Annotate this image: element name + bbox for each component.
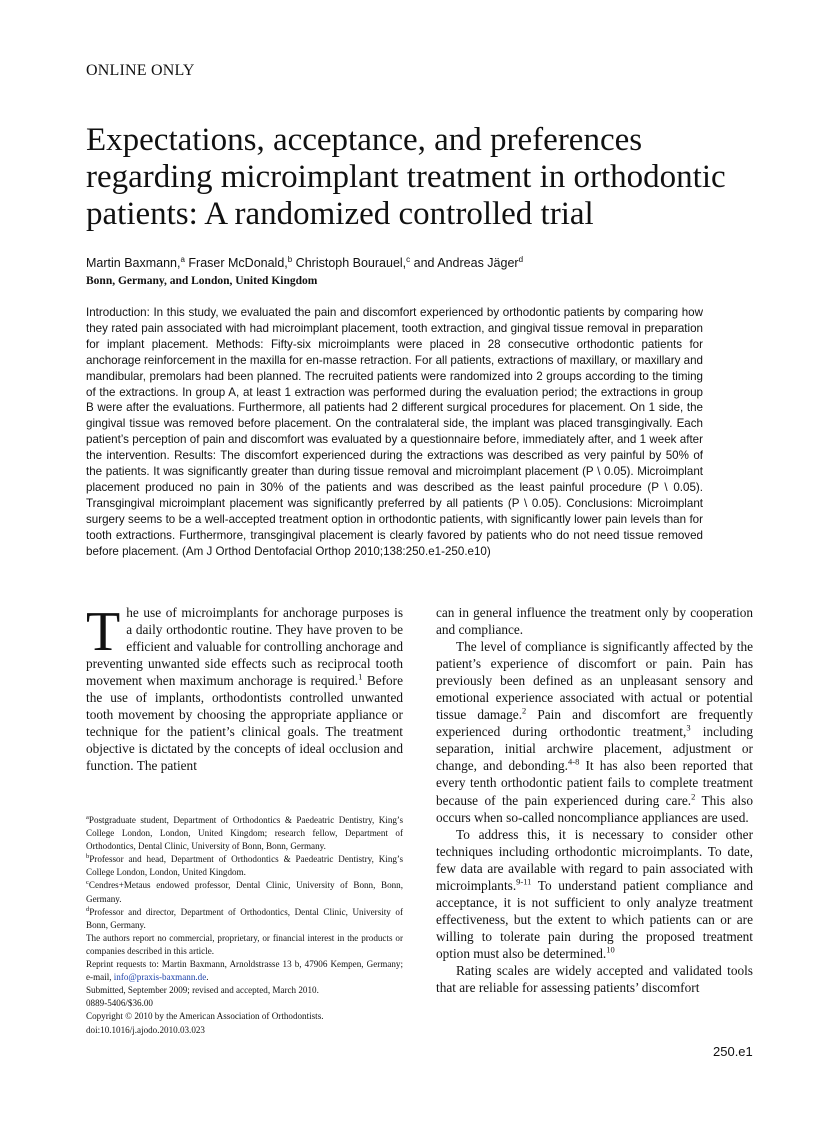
copyright: Copyright © 2010 by the American Association of Orthodontists. — [86, 1011, 324, 1022]
body-text: Before the use of implants, orthodontists controlled unwanted tooth movement by choosing the appropriate appliance or technique for the patient’s clinical goals. The treatment objective is dictated by the concepts of ideal occlusion and function. The patient — [86, 673, 403, 774]
author-name: Fraser McDonald, — [184, 256, 288, 270]
disclosure-statement: The authors report no commercial, proprietary, or financial interest in the products or companies described in this article. — [86, 932, 403, 956]
author-affiliation-mark: b — [287, 254, 293, 264]
body-column-right — [436, 604, 753, 996]
citation-ref: 2 — [522, 705, 527, 716]
body-paragraph: Rating scales are widely accepted and validated tools that are reliable for assessing patients’ discomfort — [436, 962, 753, 996]
citation-ref: 4-8 — [567, 757, 580, 767]
footnote-a — [86, 814, 403, 853]
footnote-b — [86, 853, 403, 879]
body-text: Pain and discomfort are frequently experienced during orthodontic treatment, — [436, 707, 753, 740]
body-paragraph — [436, 826, 753, 962]
reprint-text-end: . — [206, 972, 209, 983]
citation-ref: 1 — [358, 671, 363, 682]
reprint-text: Reprint requests to: Martin Baxmann, Arnoldstrasse 13 b, 47906 Kempen, Germany; e-mail, — [86, 959, 403, 983]
author-affiliation: Bonn, Germany, and London, United Kingdom — [86, 275, 318, 287]
footnote-text: Cendres+Metaus endowed professor, Dental Clinic, University of Bonn, Bonn, Germany. — [86, 880, 403, 904]
body-paragraph — [436, 638, 753, 826]
citation-ref: 2 — [691, 791, 696, 802]
abstract: Introduction: In this study, we evaluated the pain and discomfort experienced by orthodontic patients by comparing how they rated pain associated with had microimplant placement, tooth extraction, and gingival tissue removal in preparation for implant placement. Methods: Fifty-six microimplants were placed in 28 consecutive orthodontic patients for anchorage reinforcement in the maxilla for en-masse retraction. For all patients, extractions of maxillary, or maxillary and mandibular, premolars had been planned. The recruited patients were randomized into 2 groups according to the timing of the extractions. In group A, at least 1 extraction was performed during the evaluation period; the extractions in group B were after the evaluations. Furthermore, all patients had 2 different surgical procedures for placement. On 1 side, the gingival tissue was removed before placement. On the contralateral side, the implant was placed transgingivally. Each patient’s perception of pain and discomfort was evaluated by a questionnaire before, immediately after, and 1 week after the intervention. Results: The discomfort experienced during the extractions was described as very painful by 50% of the patients. It was significantly greater than during tissue removal and microimplant placement (P \ 0.05). Microimplant placement produced no pain in 30% of the patients and was described as the least painful procedure (P \ 0.05). Transgingival microimplant placement was significantly preferred by all patients (P \ 0.05). Conclusions: Microimplant surgery seems to be a well-accepted treatment option in orthodontic patients, with significantly lower pain levels than for tooth extractions. Furthermore, transgingival placement is clearly favored by patients who do not need tissue removed before placement. (Am J Orthod Dentofacial Orthop 2010;138:250.e1-250.e10) — [86, 306, 703, 558]
footnotes — [86, 814, 403, 1037]
footnote-mark: d — [86, 905, 90, 913]
footnote-mark: c — [86, 879, 89, 887]
footnote-d — [86, 906, 403, 932]
author-list — [86, 256, 523, 270]
body-paragraph — [86, 601, 403, 774]
author-affiliation-mark: d — [518, 254, 524, 264]
email-link[interactable]: info@praxis-baxmann.de — [113, 972, 207, 983]
citation-ref: 9-11 — [516, 876, 532, 887]
body-text: To understand patient compliance and acceptance, it is not sufficient to only analyze treatment effectiveness, but the extent to which patients can or are willing to tolerate pain during the proposed treatment option must also be determined. — [436, 877, 753, 961]
author-name: Martin Baxmann, — [86, 256, 181, 270]
citation-ref: 3 — [686, 722, 691, 733]
author-affiliation-mark: c — [406, 254, 411, 264]
page-number: 250.e1 — [713, 1044, 753, 1059]
section-label: ONLINE ONLY — [86, 62, 195, 79]
author-affiliation-mark: a — [180, 254, 185, 264]
body-column-left — [86, 601, 403, 774]
footnote-text: Professor and head, Department of Orthodontics & Paedeatric Dentistry, King’s College London, London, United Kingdom. — [86, 854, 403, 878]
author-name: and Andreas Jäger — [410, 256, 519, 270]
citation-ref: 10 — [606, 944, 615, 955]
submission-dates: Submitted, September 2009; revised and accepted, March 2010. — [86, 985, 319, 996]
issn: 0889-5406/$36.00 — [86, 998, 153, 1009]
body-text: To address this, it is necessary to consider other techniques including orthodontic microimplants. To date, few data are available with regard to pain associated with microimplants. — [436, 826, 753, 893]
body-text: It has also been reported that every tenth orthodontic patient fails to complete treatment because of the pain experienced during care. — [436, 758, 753, 808]
footnote-c — [86, 879, 403, 905]
article-title: Expectations, acceptance, and preferences regarding microimplant treatment in orthodontic patients: A randomized controlled trial — [86, 122, 726, 232]
footnote-text: Professor and director, Department of Orthodontics, Dental Clinic, University of Bonn, Germany. — [86, 906, 403, 930]
body-text: including separation, initial archwire placement, adjustment or change, and debonding. — [436, 724, 753, 774]
drop-cap: T — [86, 601, 121, 663]
footnote-mark: b — [86, 853, 90, 861]
footnote-mark: a — [86, 813, 89, 821]
body-text: The level of compliance is significantly affected by the patient’s experience of discomfort or pain. Pain has previously been defined as an unpleasant sensory and emotional experience associated with actual or potential tissue damage. — [436, 639, 753, 723]
body-text: he use of microimplants for anchorage purposes is a daily orthodontic routine. They have proven to be efficient and valuable for controlling anchorage and preventing unwanted side effects such as reciprocal tooth movement when maximum anchorage is required. — [86, 605, 403, 689]
reprint-requests — [86, 958, 403, 984]
author-name: Christoph Bourauel, — [292, 256, 407, 270]
footnote-text: Postgraduate student, Department of Orthodontics & Paedeatric Dentistry, King’s College London, London, United Kingdom; research fellow, Department of Orthodontics, Dental Clinic, University of Bonn, Bonn, Germany. — [86, 815, 403, 852]
doi: doi:10.1016/j.ajodo.2010.03.023 — [86, 1024, 205, 1035]
body-text: This also occurs when so-called noncompliance appliances are used. — [436, 792, 754, 825]
body-paragraph: can in general influence the treatment only by cooperation and compliance. — [436, 605, 753, 638]
